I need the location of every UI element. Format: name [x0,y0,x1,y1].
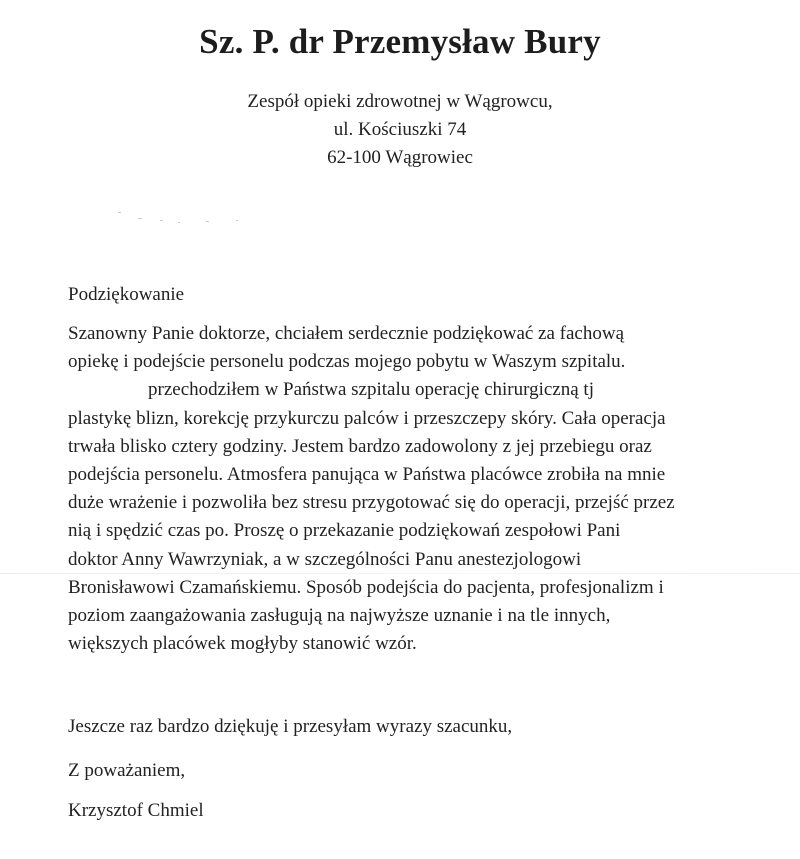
address-line: 62-100 Wągrowiec [327,147,473,168]
signature-name: Krzysztof Chmiel [68,800,204,821]
regards: Z poważaniem, [68,760,186,781]
body-line: duże wrażenie i pozwoliła bez stresu przygotować się do operacji, przejść przez [68,492,675,514]
paper-fold-line [0,573,800,574]
body-line: nią i spędzić czas po. Proszę o przekazanie podziękowań zespołowi Pani [68,520,621,542]
closing-sentence: Jeszcze raz bardzo dziękuję i przesyłam wyrazy szacunku, [68,716,513,737]
address-line: ul. Kościuszki 74 [333,119,467,140]
redacted-date-area [118,208,258,228]
body-line: poziom zaangażowania zasługują na najwyższe uznanie i na tle innych, [68,605,611,627]
recipient-address [0,88,800,172]
body-line: opiekę i podejście personelu podczas mojego pobytu w Waszym szpitalu. [68,351,626,373]
recipient-name: Sz. P. dr Przemysław Bury [199,22,601,61]
letter-body [68,320,788,658]
body-line: Bronisławowi Czamańskiemu. Sposób podejścia do pacjenta, profesjonalizm i [68,576,664,598]
body-line-indented [68,376,788,404]
body-line: podejścia personelu. Atmosfera panująca w Państwa placówce zrobiła na mnie [68,464,666,486]
body-line: plastykę blizn, korekcję przykurczu palców i przeszczepy skóry. Cała operacja [68,407,666,429]
body-line: Szanowny Panie doktorze, chciałem serdecznie podziękować za fachową [68,323,625,344]
address-line: Zespół opieki zdrowotnej w Wągrowcu, [247,91,553,112]
letter-subject: Podziękowanie [68,284,185,305]
body-line-text: przechodziłem w Państwa szpitalu operację chirurgiczną tj [148,379,594,401]
body-line: większych placówek mogłyby stanowić wzór. [68,633,417,655]
body-line: trwała blisko cztery godziny. Jestem bardzo zadowolony z jej przebiegu oraz [68,435,652,457]
body-line: doktor Anny Wawrzyniak, a w szczególności Panu anestezjologowi [68,548,582,570]
